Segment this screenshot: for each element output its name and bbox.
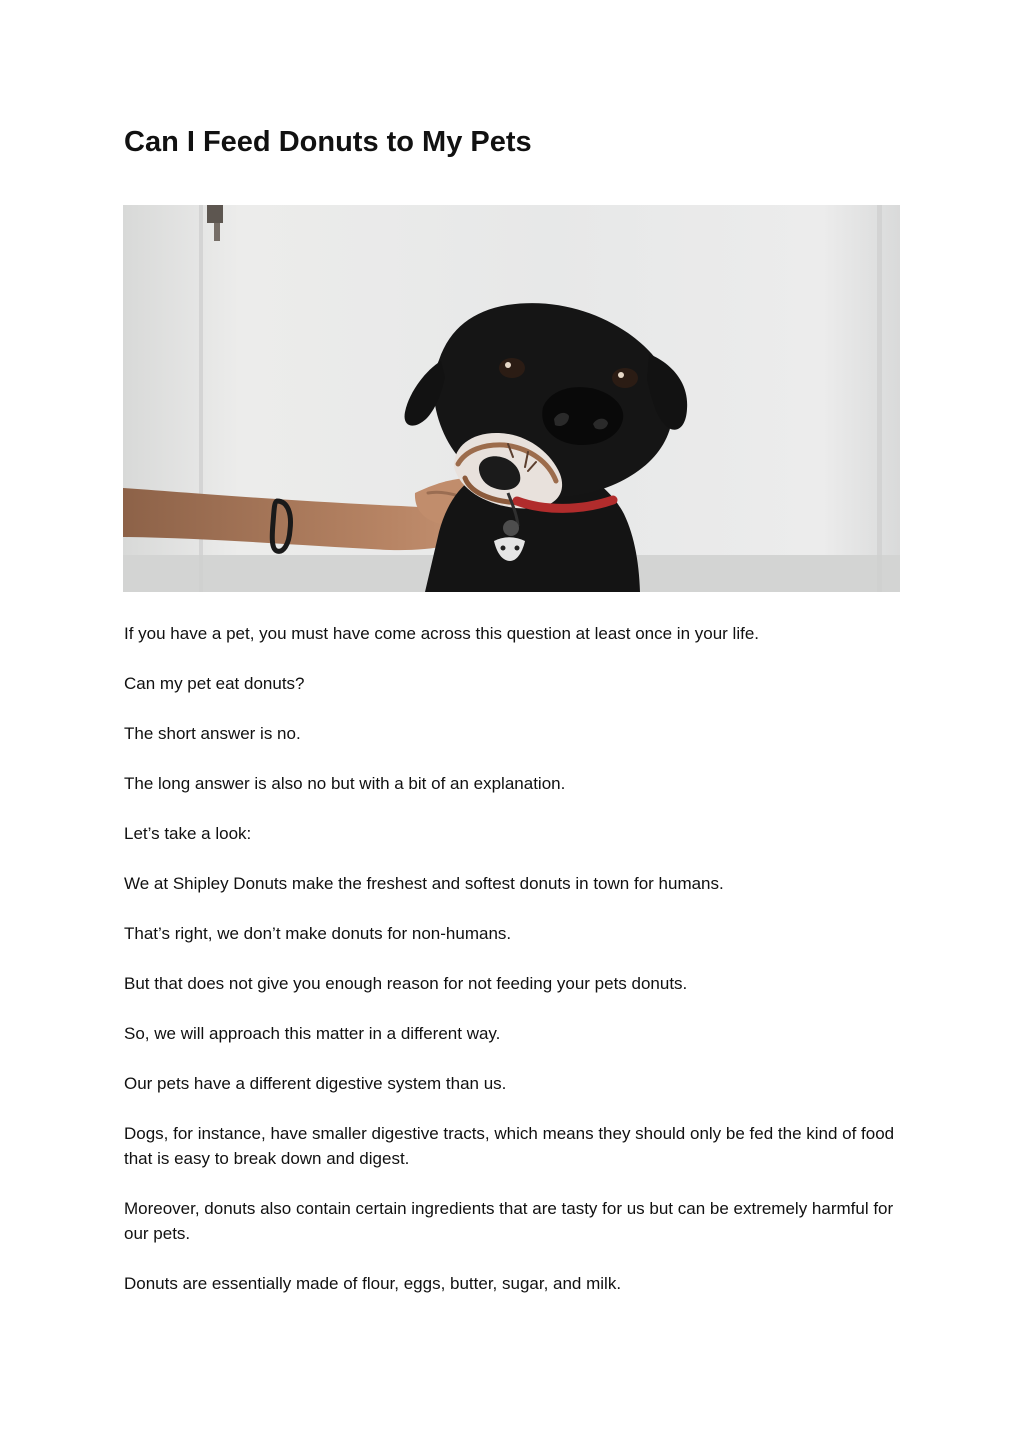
dog-eating-donut-photo <box>123 205 900 592</box>
paragraph-12: Moreover, donuts also contain certain ingredients that are tasty for us but can be extremely harmful for our pets. <box>124 1199 894 1243</box>
paragraph-10: Our pets have a different digestive system than us. <box>124 1074 507 1093</box>
paragraph-11: Dogs, for instance, have smaller digestive tracts, which means they should only be fed the kind of food that is easy to break down and digest. <box>124 1124 895 1168</box>
paragraph-7: That’s right, we don’t make donuts for non-humans. <box>124 924 512 943</box>
page-title: Can I Feed Donuts to My Pets <box>124 126 532 158</box>
paragraph-13: Donuts are essentially made of flour, eggs, butter, sugar, and milk. <box>124 1274 622 1293</box>
paragraph-8: But that does not give you enough reason for not feeding your pets donuts. <box>124 974 688 993</box>
paragraph-5: Let’s take a look: <box>124 824 252 843</box>
article-body <box>124 621 900 1321</box>
paragraph-1: If you have a pet, you must have come across this question at least once in your life. <box>124 624 760 643</box>
paragraph-9: So, we will approach this matter in a different way. <box>124 1024 501 1043</box>
paragraph-2: Can my pet eat donuts? <box>124 674 305 693</box>
paragraph-4: The long answer is also no but with a bit of an explanation. <box>124 774 566 793</box>
paragraph-3: The short answer is no. <box>124 724 301 743</box>
paragraph-6: We at Shipley Donuts make the freshest and softest donuts in town for humans. <box>124 874 724 893</box>
